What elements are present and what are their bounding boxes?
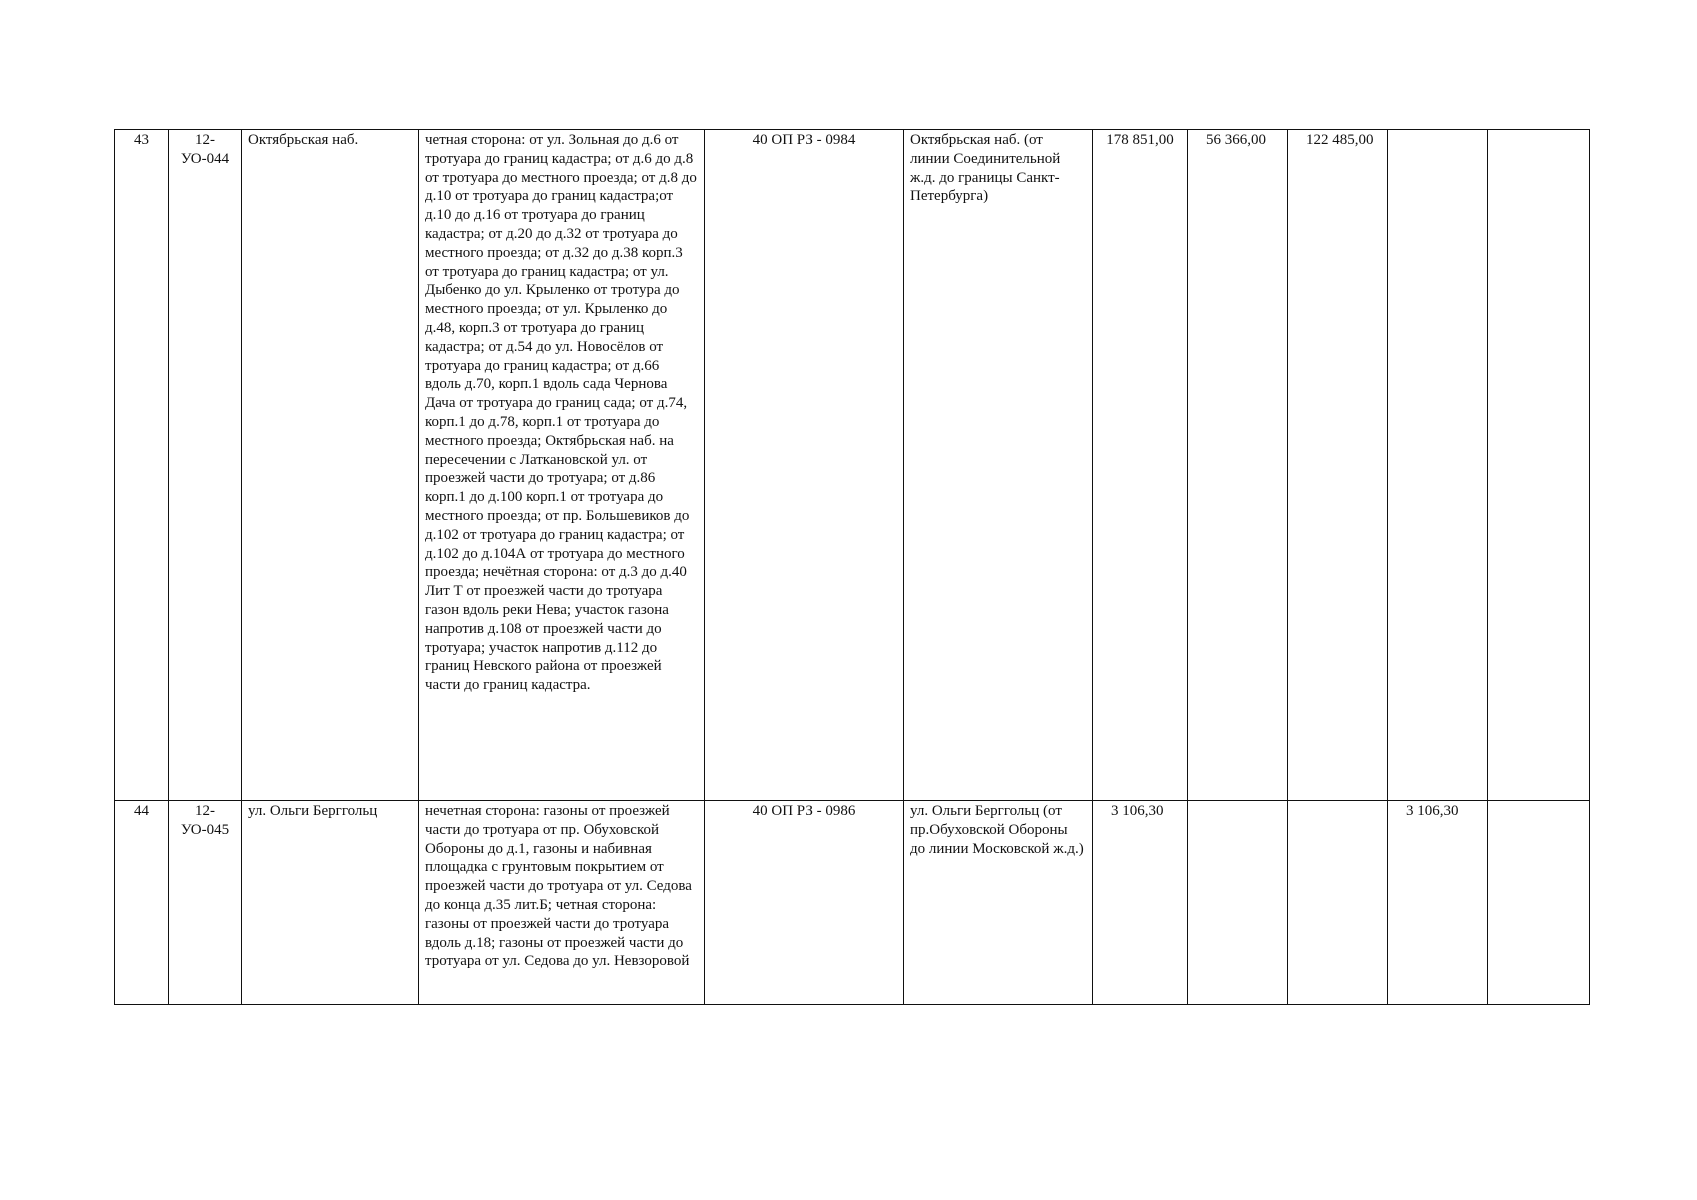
object-code-cell: 12-УО-045 bbox=[169, 801, 242, 1005]
object-name-cell: ул. Ольги Берггольц bbox=[242, 801, 419, 1005]
road-name-cell: Октябрьская наб. (от линии Соединительной ж.д. до границы Санкт-Петербурга) bbox=[904, 130, 1093, 801]
extra-cell bbox=[1488, 130, 1590, 801]
table-row bbox=[115, 801, 1590, 1005]
area-a-cell: 56 366,00 bbox=[1188, 130, 1288, 801]
road-id-cell: 40 ОП РЗ - 0986 bbox=[705, 801, 904, 1005]
extra-cell bbox=[1488, 801, 1590, 1005]
area-b-cell: 122 485,00 bbox=[1288, 130, 1388, 801]
area-b-cell bbox=[1288, 801, 1388, 1005]
description-cell: четная сторона: от ул. Зольная до д.6 от тротуара до границ кадастра; от д.6 до д.8 от тротуара до местного проезда; от д.8 до д.10 от тротуара до границ кадастра;от д.10 до д.16 от тротуара до границ кадастра; от д.20 до д.32 от тротуара до местного проезда; от д.32 до д.38 корп.3 от тротуара до границ кадастра; от ул. Дыбенко до ул. Крыленко от тротура до местного проезда; от ул. Крыленко до д.48, корп.3 от тротуара до границ кадастра; от д.54 до ул. Новосёлов от тротуара до границ кадастра; от д.66 вдоль д.70, корп.1 вдоль сада Чернова Дача от тротуара до границ сада; от д.74, корп.1 до д.78, корп.1 от тротуара до местного проезда; Октябрьская наб. на пересечении с Латкановской ул. от проезжей части до тротуара; от д.86 корп.1 до д.100 корп.1 от тротуара до местного проезда; от пр. Большевиков до д.102 от тротуара до границ кадастра; от д.102 до д.104А от тротуара до местного проезда; нечётная сторона: от д.3 до д.40 Лит Т от проезжей части до тротуара газон вдоль реки Нева; участок газона напротив д.108 от проезжей части до тротуара; участок напротив д.112 до границ Невского района от проезжей части до границ кадастра. bbox=[419, 130, 705, 801]
row-number-cell: 43 bbox=[115, 130, 169, 801]
object-name-cell: Октябрьская наб. bbox=[242, 130, 419, 801]
road-id-cell: 40 ОП РЗ - 0984 bbox=[705, 130, 904, 801]
road-name-cell: ул. Ольги Берггольц (от пр.Обуховской Обороны до линии Московской ж.д.) bbox=[904, 801, 1093, 1005]
object-code-cell: 12-УО-044 bbox=[169, 130, 242, 801]
row-number-cell: 44 bbox=[115, 801, 169, 1005]
area-total-cell: 3 106,30 bbox=[1093, 801, 1188, 1005]
data-table bbox=[114, 129, 1590, 1005]
area-c-cell bbox=[1388, 130, 1488, 801]
area-total-cell: 178 851,00 bbox=[1093, 130, 1188, 801]
area-a-cell bbox=[1188, 801, 1288, 1005]
area-c-cell: 3 106,30 bbox=[1388, 801, 1488, 1005]
description-cell: нечетная сторона: газоны от проезжей части до тротуара от пр. Обуховской Обороны до д.1, газоны и набивная площадка с грунтовым покрытием от проезжей части до тротуара от ул. Седова до конца д.35 лит.Б; четная сторона: газоны от проезжей части до тротуара вдоль д.18; газоны от проезжей части до тротуара от ул. Седова до ул. Невзоровой bbox=[419, 801, 705, 1005]
table-row bbox=[115, 130, 1590, 801]
